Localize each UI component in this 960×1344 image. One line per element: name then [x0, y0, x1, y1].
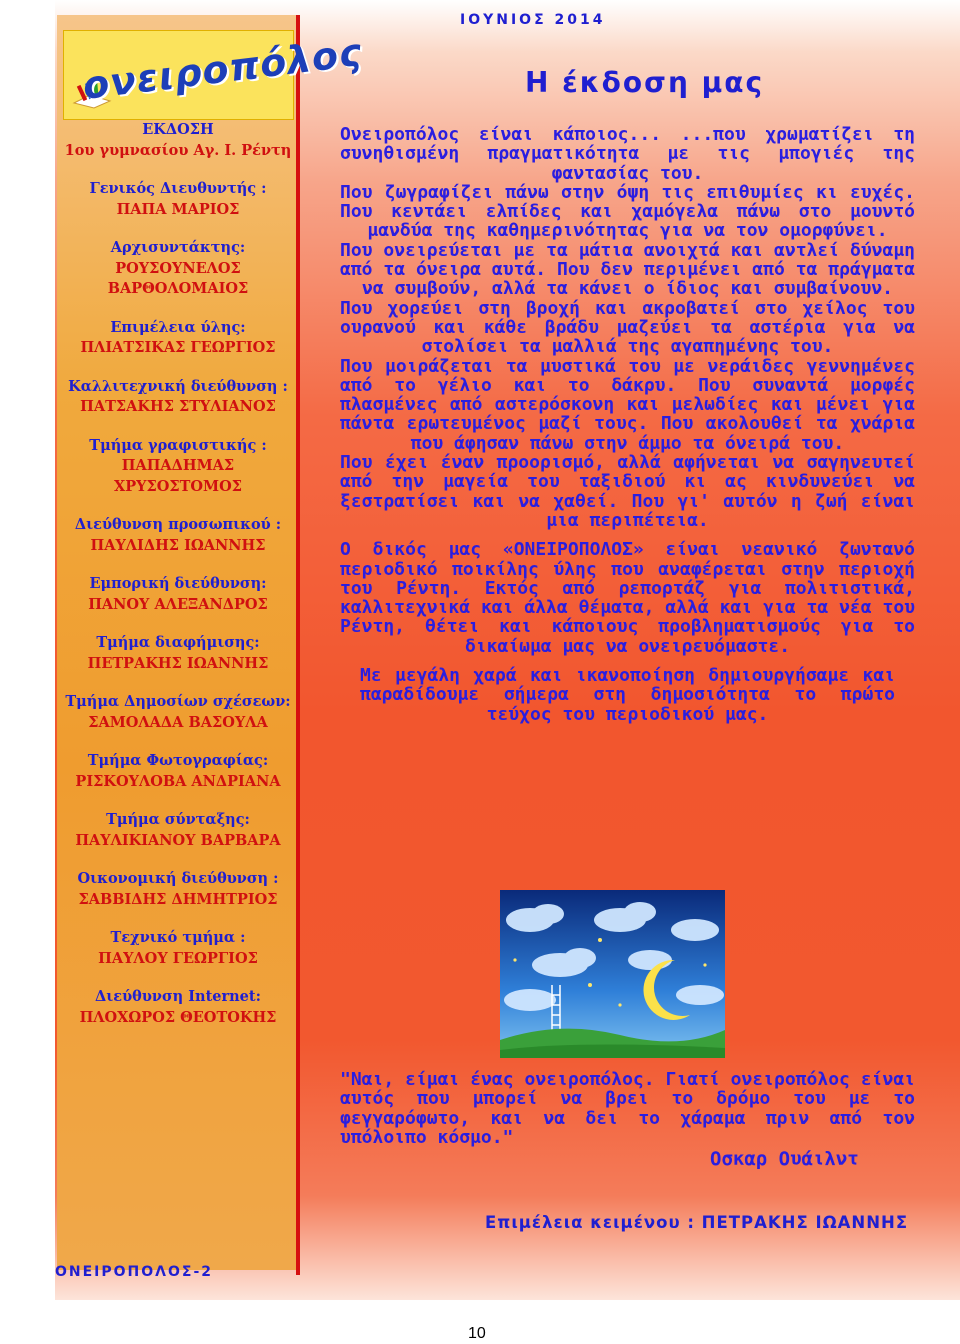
paragraph-6: Που έχει έναν προορισμό, αλλά αφήνεται να σαγηνευτεί από την μαγεία του ταξιδιού κι ας κινδυνεύει να ξεστρατίσει και να χαθεί. Που γι' αυτόν η ζωή είναι μια περιπέτεια.	[340, 452, 915, 531]
credit-name: ΠΑΥΛΙΔΗΣ ΙΩΑΝΝΗΣ	[90, 536, 266, 554]
credit-name: 1ου γυμνασίου Αγ. Ι. Ρέντη	[64, 141, 292, 159]
credit-name: ΠΛΙΑΤΣΙΚΑΣ ΓΕΩΡΓΙΟΣ	[80, 339, 276, 356]
paragraph-1: Ονειροπόλος είναι κάποιος... ...που χρωματίζει τη συνηθισμένη πραγματικότητα με τις μπογιές της φαντασίας του.	[340, 124, 915, 184]
credit-entry	[60, 574, 296, 615]
issue-date: ΙΟΥΝΙΟΣ 2014	[460, 12, 606, 28]
credit-role: Τμήμα γραφιστικής :	[89, 436, 267, 454]
oscar-wilde-quote: "Ναι, είμαι ένας ονειροπόλος. Γιατί ονειροπόλος είναι αυτός που μπορεί να βρει το δρόμο του με το φεγγαρόφωτο, και να δει το χάραμα πριν από τον υπόλοιπο κόσμο."	[340, 1069, 915, 1148]
page-number: 10	[468, 1325, 486, 1342]
credit-role: Τμήμα σύνταξης:	[106, 811, 250, 828]
credit-entry	[60, 120, 296, 161]
logo-text: ονειροπόλος	[80, 30, 365, 108]
credit-entry	[60, 928, 296, 969]
credit-role: Τμήμα διαφήμισης:	[96, 634, 260, 651]
credit-name: ΠΕΤΡΑΚΗΣ ΙΩΑΝΝΗΣ	[87, 654, 269, 672]
credit-name: ΠΑΤΣΑΚΗΣ ΣΤΥΛΙΑΝΟΣ	[80, 398, 276, 415]
credit-name: ΠΑΥΛΙΚΙΑΝΟΥ ΒΑΡΒΑΡΑ	[75, 831, 281, 849]
credit-entry	[60, 810, 296, 851]
credit-entry	[60, 987, 296, 1028]
credit-role: Οικονομική διεύθυνση :	[77, 870, 279, 887]
text-editor-credit: Επιμέλεια κειμένου : ΠΕΤΡΑΚΗΣ ΙΩΑΝΝΗΣ	[485, 1213, 909, 1232]
credit-role: Αρχισυντάκτης:	[110, 239, 246, 256]
page-title: Η έκδοση μας	[525, 66, 765, 99]
paragraph-8: Με μεγάλη χαρά και ικανοποίηση δημιουργήσαμε και παραδίδουμε σήμερα στη δημοσιότητα το πρώτο τεύχος του περιοδικού μας.	[360, 665, 895, 725]
magazine-logo	[63, 30, 365, 120]
credit-name: ΡΟΥΣΟΥΝΕΛΟΣ ΒΑΡΘΟΛΟΜΑΙΟΣ	[107, 259, 249, 297]
credit-role: Καλλιτεχνική διεύθυνση :	[68, 377, 288, 395]
credit-entry	[60, 633, 296, 674]
credit-entry	[60, 377, 296, 418]
credit-entry	[60, 692, 296, 733]
credit-name: ΠΑΥΛΟΥ ΓΕΩΡΓΙΟΣ	[98, 949, 258, 967]
credit-role: Γενικός Διευθυντής :	[89, 180, 267, 197]
credits-panel	[60, 120, 296, 1046]
credit-name: ΠΑΠΑΔΗΜΑΣ ΧΡΥΣΟΣΤΟΜΟΣ	[114, 457, 242, 495]
paragraph-4: Που χορεύει στη βροχή και ακροβατεί στο χείλος του ουρανού και κάθε βράδυ μαζεύει τα αστέρια για να στολίσει τα μαλλιά της αγαπημένης του.	[340, 297, 915, 358]
credit-role: Διεύθυνση προσωπικού :	[74, 516, 282, 533]
paragraph-3: Που ονειρεύεται με τα μάτια ανοιχτά και αντλεί δύναμη από τα όνειρα αυτά. Που δεν περιμένει από τα πράγματα να συμβούν, αλλά τα κάνει ο ίδιος και συμβαίνουν.	[340, 239, 915, 300]
credit-role: Εμπορική διεύθυνση:	[89, 575, 267, 592]
credit-entry	[60, 179, 296, 220]
credit-name: ΠΑΝΟΥ ΑΛΕΞΑΝΔΡΟΣ	[88, 595, 268, 613]
credit-entry	[60, 238, 296, 300]
credit-entry	[60, 751, 296, 792]
sidebar-divider	[296, 15, 300, 1275]
quote-author: Οσκαρ Ουάιλντ	[710, 1148, 859, 1170]
credit-name: ΣΑΒΒΙΔΗΣ ΔΗΜΗΤΡΙΟΣ	[78, 890, 278, 908]
credit-role: Επιμέλεια ύλης:	[110, 318, 246, 336]
credit-name: ΡΙΣΚΟΥΛΟΒΑ ΑΝΔΡΙΑΝΑ	[75, 772, 281, 790]
credit-role: Τμήμα Δημοσίων σχέσεων:	[65, 693, 291, 710]
paragraph-5: Που μοιράζεται τα μυστικά του με νεράιδες γεννημένες από το γέλιο και το δάκρυ. Που συναντά μορφές πλασμένες από αστερόσκονη και μελωδίες και μένει για πάντα ερωτευμένος μαζί τους. Που ακολουθεί τα χνάρια που άφησαν πάνω στην άμμο τα όνειρά του.	[340, 355, 915, 454]
magazine-footer: ΟΝΕΙΡΟΠΟΛΟΣ-2	[55, 1264, 214, 1280]
credit-role: Τμήμα Φωτογραφίας:	[87, 752, 269, 769]
dreamer-illustration	[500, 890, 725, 1058]
credit-role: Διεύθυνση Internet:	[95, 988, 261, 1005]
credit-role: Τεχνικό τμήμα :	[110, 929, 246, 946]
paragraph-7: Ο δικός μας «ΟΝΕΙΡΟΠΟΛΟΣ» είναι νεανικό ζωντανό περιοδικό ποικίλης ύλης που αναφέρεται στην περιοχή του Ρέντη. Εκτός από ρεπορτάζ για πολιτιστικά, καλλιτεχνικά και άλλα θέματα, αλλά και για τα νέα του Ρέντη, θέτει και κάποιους προβληματισμούς για το δικαίωμα μας να ονειρευόμαστε.	[340, 539, 915, 657]
credit-name: ΠΛΟΧΩΡΟΣ ΘΕΟΤΟΚΗΣ	[79, 1008, 277, 1026]
paragraph-2: Που ζωγραφίζει πάνω στην όψη τις επιθυμίες κι ευχές. Που κεντάει ελπίδες και χαμόγελα πάνω στο μουντό μανδύα της καθημερινότητας για να τον ομορφύνει.	[340, 181, 915, 242]
credit-role: ΕΚΔΟΣΗ	[142, 121, 214, 138]
credit-entry	[60, 318, 296, 359]
article-body	[340, 125, 915, 724]
credit-entry	[60, 436, 296, 498]
credit-name: ΣΑΜΟΛΑΔΑ ΒΑΣΟΥΛΑ	[88, 713, 268, 731]
credit-entry	[60, 869, 296, 910]
credit-name: ΠΑΠΑ ΜΑΡΙΟΣ	[116, 200, 240, 218]
credit-entry	[60, 515, 296, 556]
